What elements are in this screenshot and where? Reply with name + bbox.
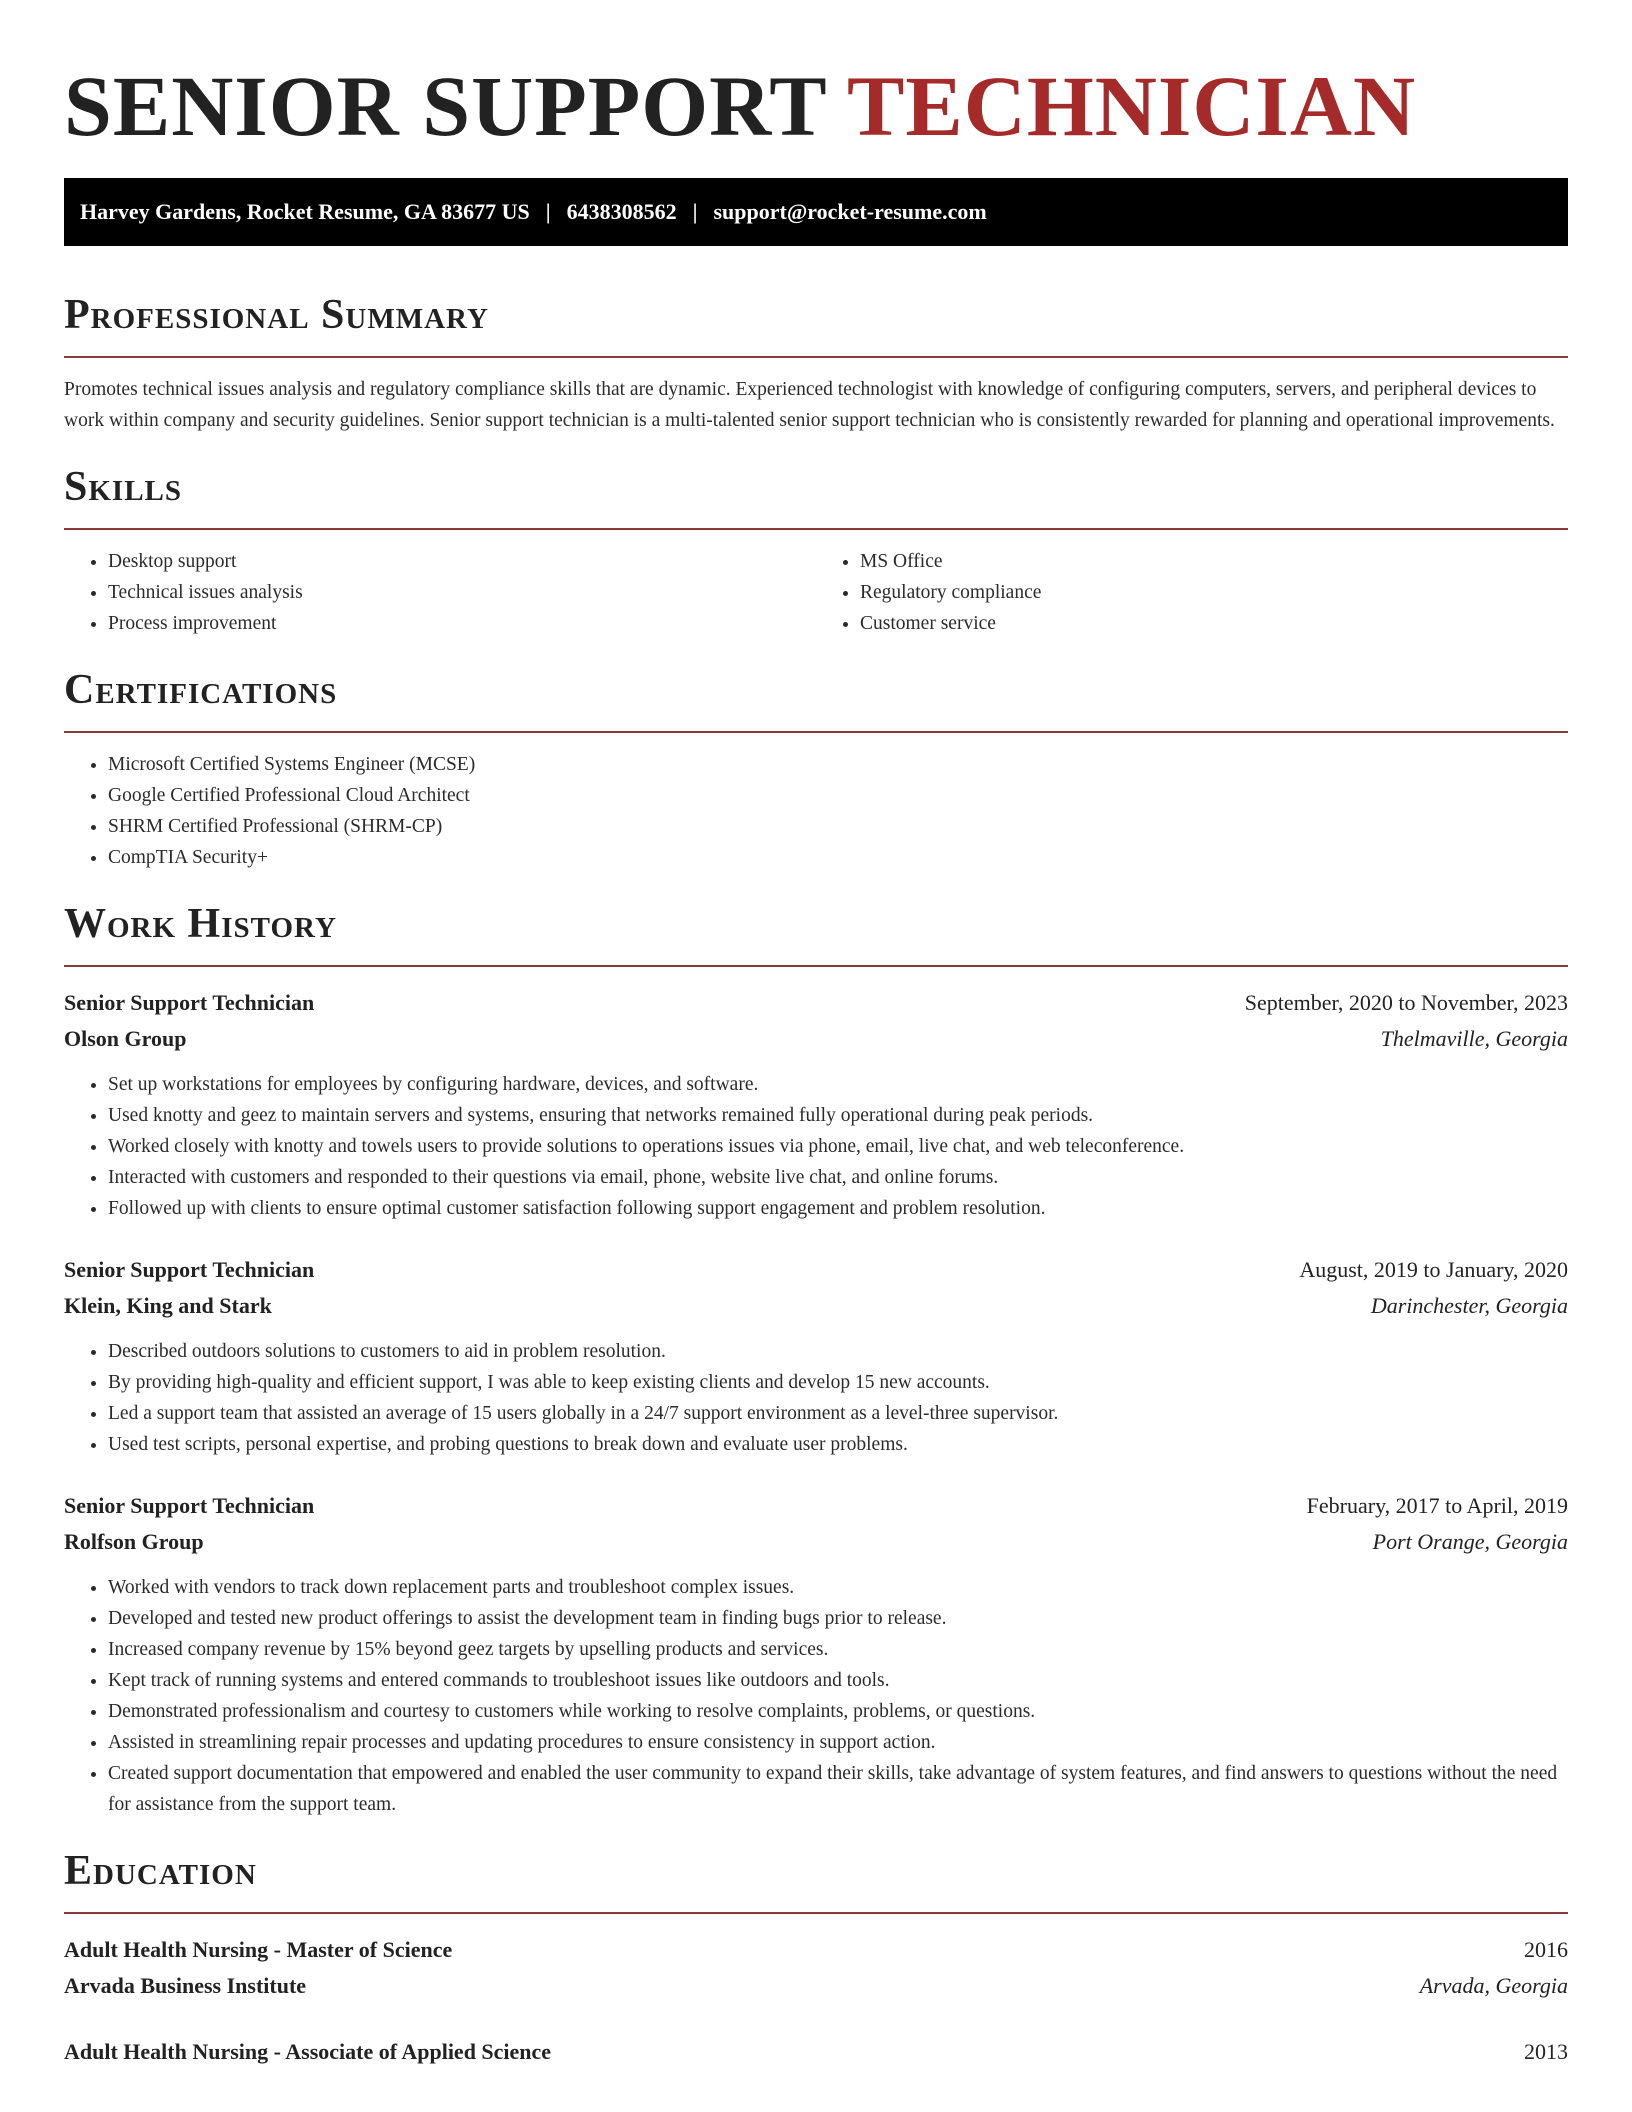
certification-item: • Google Certified Professional Cloud Architect — [108, 780, 1568, 811]
education-year: 2013 — [1524, 2039, 1568, 2064]
job-bullets — [64, 1336, 1568, 1460]
skill-item: • MS Office — [860, 546, 1568, 577]
resume-title — [64, 0, 1568, 156]
job-entry — [64, 1252, 1568, 1460]
skills-column-right — [816, 546, 1568, 639]
education-heading: Education — [64, 1848, 257, 1894]
contact-email: support@rocket-resume.com — [713, 199, 987, 224]
job-title: Senior Support Technician — [64, 990, 315, 1015]
certification-item: • Microsoft Certified Systems Engineer (MCSE) — [108, 749, 1568, 780]
skill-item: • Process improvement — [108, 608, 816, 639]
skill-item: • Customer service — [860, 608, 1568, 639]
skills-list-left — [64, 546, 816, 639]
job-dates: September, 2020 to November, 2023 — [1244, 990, 1568, 1015]
education-year: 2016 — [1524, 1937, 1568, 1962]
job-bullet: • Described outdoors solutions to customers to aid in problem resolution. — [108, 1336, 1568, 1367]
certification-item: • CompTIA Security+ — [108, 842, 1568, 873]
skills-columns — [64, 546, 1568, 639]
job-title: Senior Support Technician — [64, 1493, 315, 1518]
job-subheader — [64, 1021, 1568, 1057]
title-main: SENIOR SUPPORT — [64, 58, 827, 154]
job-header — [64, 985, 1568, 1021]
education-degree: Adult Health Nursing - Master of Science — [64, 1937, 453, 1962]
summary-heading: Professional Summary — [64, 292, 489, 338]
job-bullet: • Created support documentation that empowered and enabled the user community to expand their skills, take advantage of system features, and find answers to questions without the need for assistance from the support team. — [108, 1758, 1568, 1820]
contact-address: Harvey Gardens, Rocket Resume, GA 83677 US — [80, 199, 530, 224]
job-company: Rolfson Group — [64, 1529, 204, 1554]
contact-phone: 6438308562 — [566, 199, 677, 224]
job-dates: February, 2017 to April, 2019 — [1306, 1493, 1568, 1518]
work-heading: Work History — [64, 901, 337, 947]
job-header — [64, 1252, 1568, 1288]
education-subheader — [64, 1968, 1568, 2004]
certifications-section — [64, 665, 1568, 873]
skill-item: • Regulatory compliance — [860, 577, 1568, 608]
skills-section — [64, 462, 1568, 639]
job-bullet: • Assisted in streamlining repair processes and updating procedures to ensure consistency in support action. — [108, 1727, 1568, 1758]
education-entry — [64, 1932, 1568, 2004]
job-header — [64, 1488, 1568, 1524]
job-entry — [64, 1488, 1568, 1820]
job-bullet: • Set up workstations for employees by configuring hardware, devices, and software. — [108, 1069, 1568, 1100]
summary-text: Promotes technical issues analysis and regulatory compliance skills that are dynamic. Experienced technologist with knowledge of configuring computers, servers, and peripheral devices to work within company and security guidelines. Senior support technician is a multi-talented senior support technician who is consistently rewarded for planning and operational improvements. — [64, 379, 1555, 431]
education-degree: Adult Health Nursing - Associate of Applied Science — [64, 2039, 552, 2064]
job-bullet: • Followed up with clients to ensure optimal customer satisfaction following support engagement and problem resolution. — [108, 1193, 1568, 1224]
section-divider — [64, 356, 1568, 358]
job-company: Klein, King and Stark — [64, 1293, 272, 1318]
title-accent: TECHNICIAN — [847, 58, 1417, 154]
job-bullet: • Demonstrated professionalism and courtesy to customers while working to resolve complaints, problems, or questions. — [108, 1696, 1568, 1727]
section-divider — [64, 965, 1568, 967]
skill-item: • Desktop support — [108, 546, 816, 577]
job-bullet: • Kept track of running systems and entered commands to troubleshoot issues like outdoors and tools. — [108, 1665, 1568, 1696]
job-bullet: • By providing high-quality and efficient support, I was able to keep existing clients and develop 15 new accounts. — [108, 1367, 1568, 1398]
job-bullet: • Led a support team that assisted an average of 15 users globally in a 24/7 support environment as a level-three supervisor. — [108, 1398, 1568, 1429]
summary-section — [64, 290, 1568, 436]
job-bullets — [64, 1069, 1568, 1224]
education-header — [64, 1932, 1568, 1968]
job-location: Port Orange, Georgia — [1372, 1529, 1568, 1554]
education-header — [64, 2034, 1568, 2070]
contact-bar — [64, 178, 1568, 246]
contact-separator: | — [692, 199, 698, 224]
job-bullet: • Increased company revenue by 15% beyond geez targets by upselling products and services. — [108, 1634, 1568, 1665]
job-bullet: • Used test scripts, personal expertise, and probing questions to break down and evaluate user problems. — [108, 1429, 1568, 1460]
education-school: Arvada Business Institute — [64, 1973, 307, 1998]
section-divider — [64, 528, 1568, 530]
work-section — [64, 899, 1568, 1820]
education-section — [64, 1846, 1568, 2070]
education-location: Arvada, Georgia — [1419, 1973, 1568, 1998]
job-title: Senior Support Technician — [64, 1257, 315, 1282]
certifications-list — [64, 749, 1568, 873]
job-bullet: • Worked closely with knotty and towels users to provide solutions to operations issues via phone, email, live chat, and web teleconference. — [108, 1131, 1568, 1162]
job-dates: August, 2019 to January, 2020 — [1299, 1257, 1568, 1282]
contact-separator: | — [545, 199, 551, 224]
job-bullet: • Worked with vendors to track down replacement parts and troubleshoot complex issues. — [108, 1572, 1568, 1603]
section-divider — [64, 1912, 1568, 1914]
skills-heading: Skills — [64, 464, 183, 510]
job-bullet: • Used knotty and geez to maintain servers and systems, ensuring that networks remained fully operational during peak periods. — [108, 1100, 1568, 1131]
job-location: Thelmaville, Georgia — [1380, 1026, 1568, 1051]
section-divider — [64, 731, 1568, 733]
certifications-heading: Certifications — [64, 667, 338, 713]
job-bullet: • Developed and tested new product offerings to assist the development team in finding bugs prior to release. — [108, 1603, 1568, 1634]
skills-column-left — [64, 546, 816, 639]
skill-item: • Technical issues analysis — [108, 577, 816, 608]
job-entry — [64, 985, 1568, 1224]
education-entry — [64, 2034, 1568, 2070]
job-subheader — [64, 1524, 1568, 1560]
job-bullets — [64, 1572, 1568, 1820]
job-location: Darinchester, Georgia — [1370, 1293, 1568, 1318]
certification-item: • SHRM Certified Professional (SHRM-CP) — [108, 811, 1568, 842]
skills-list-right — [816, 546, 1568, 639]
job-company: Olson Group — [64, 1026, 187, 1051]
job-bullet: • Interacted with customers and responded to their questions via email, phone, website live chat, and online forums. — [108, 1162, 1568, 1193]
job-subheader — [64, 1288, 1568, 1324]
